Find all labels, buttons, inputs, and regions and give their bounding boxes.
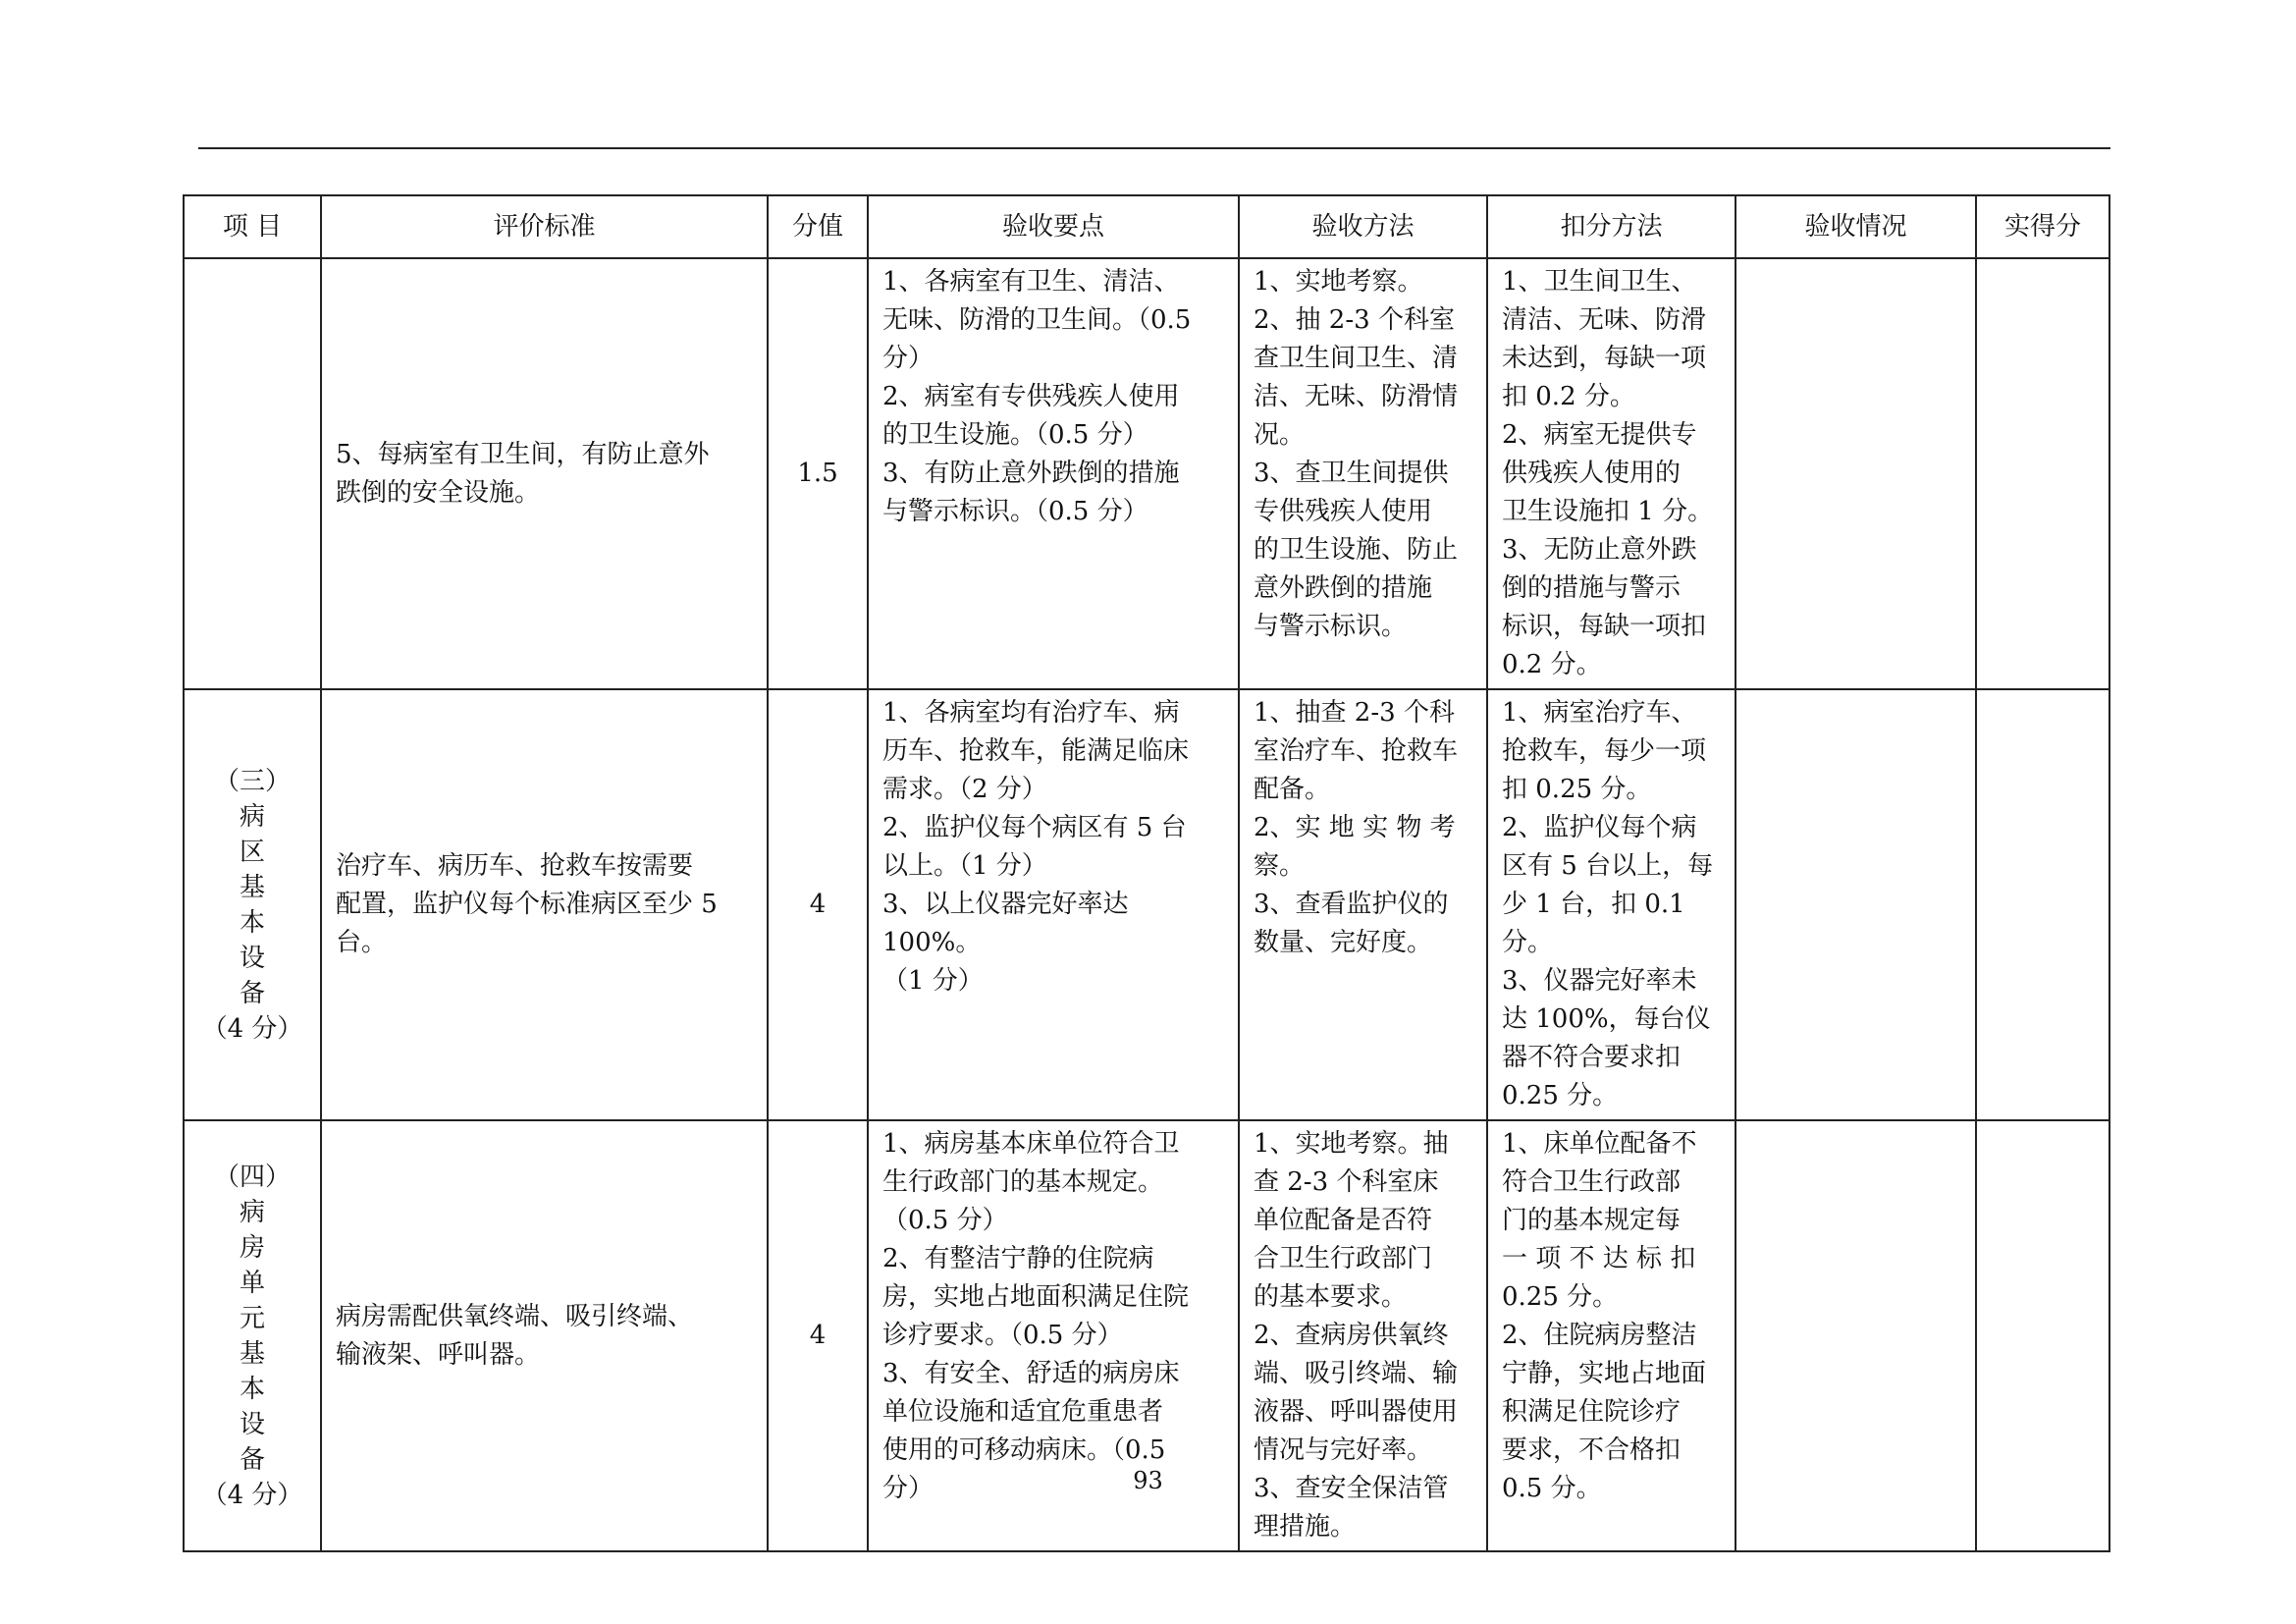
- page-number: 93: [1133, 1467, 1163, 1494]
- header-actual: 实得分: [1976, 195, 2109, 258]
- method-cell: 1、抽查 2-3 个科 室治疗车、抢救车 配备。 2、实 地 实 物 考 察。 3、查看监护仪的 数量、完好度。: [1239, 689, 1487, 1120]
- header-deduction: 扣分方法: [1487, 195, 1735, 258]
- item-cell: （四） 病 房 单 元 基 本 设 备 （4 分）: [184, 1120, 321, 1551]
- score-cell: 4: [768, 689, 868, 1120]
- header-method: 验收方法: [1239, 195, 1487, 258]
- status-cell: [1735, 258, 1976, 689]
- table-row: [184, 258, 2109, 689]
- item-cell: （三） 病 区 基 本 设 备 （4 分）: [184, 689, 321, 1120]
- table-header-row: [184, 195, 2109, 258]
- points-cell: 1、病房基本床单位符合卫 生行政部门的基本规定。 （0.5 分） 2、有整洁宁静的住院病 房，实地占地面积满足住院 诊疗要求。（0.5 分） 3、有安全、舒适的病房床 单位设施和适宜危重患者 使用的可移动病床。（0.5 分）: [868, 1120, 1239, 1551]
- standard-cell: 5、每病室有卫生间，有防止意外 跌倒的安全设施。: [321, 258, 768, 689]
- score-cell: 1.5: [768, 258, 868, 689]
- deduction-cell: 1、卫生间卫生、 清洁、无味、防滑 未达到，每缺一项 扣 0.2 分。 2、病室无提供专 供残疾人使用的 卫生设施扣 1 分。 3、无防止意外跌 倒的措施与警示 标识，每缺一项扣 0.2 分。: [1487, 258, 1735, 689]
- actual-score-cell: [1976, 689, 2109, 1120]
- standard-cell: 病房需配供氧终端、吸引终端、 输液架、呼叫器。: [321, 1120, 768, 1551]
- header-standard: 评价标准: [321, 195, 768, 258]
- status-cell: [1735, 689, 1976, 1120]
- header-item: 项 目: [184, 195, 321, 258]
- score-cell: 4: [768, 1120, 868, 1551]
- method-cell: 1、实地考察。 2、抽 2-3 个科室 查卫生间卫生、清 洁、无味、防滑情 况。 3、查卫生间提供 专供残疾人使用 的卫生设施、防止 意外跌倒的措施 与警示标识。: [1239, 258, 1487, 689]
- header-score: 分值: [768, 195, 868, 258]
- deduction-cell: 1、床单位配备不 符合卫生行政部 门的基本规定每 一 项 不 达 标 扣 0.25 分。 2、住院病房整洁 宁静，实地占地面 积满足住院诊疗 要求，不合格扣 0.5 分。: [1487, 1120, 1735, 1551]
- method-cell: 1、实地考察。抽 查 2-3 个科室床 单位配备是否符 合卫生行政部门 的基本要求。 2、查病房供氧终 端、吸引终端、输 液器、呼叫器使用 情况与完好率。 3、查安全保洁管 理措施。: [1239, 1120, 1487, 1551]
- header-points: 验收要点: [868, 195, 1239, 258]
- deduction-cell: 1、病室治疗车、 抢救车，每少一项 扣 0.25 分。 2、监护仪每个病 区有 5 台以上，每 少 1 台，扣 0.1 分。 3、仪器完好率未 达 100%，每台仪 器不符合要求扣 0.25 分。: [1487, 689, 1735, 1120]
- header-rule: [198, 147, 2110, 149]
- item-cell: [184, 258, 321, 689]
- actual-score-cell: [1976, 258, 2109, 689]
- evaluation-table: [183, 194, 2110, 1552]
- points-cell: 1、各病室有卫生、清洁、 无味、防滑的卫生间。（0.5 分） 2、病室有专供残疾人使用 的卫生设施。（0.5 分） 3、有防止意外跌倒的措施 与警示标识。（0.5 分）: [868, 258, 1239, 689]
- points-cell: 1、各病室均有治疗车、病 历车、抢救车，能满足临床 需求。（2 分） 2、监护仪每个病区有 5 台 以上。（1 分） 3、以上仪器完好率达 100%。 （1 分）: [868, 689, 1239, 1120]
- table-row: [184, 689, 2109, 1120]
- header-status: 验收情况: [1735, 195, 1976, 258]
- standard-cell: 治疗车、病历车、抢救车按需要 配置，监护仪每个标准病区至少 5 台。: [321, 689, 768, 1120]
